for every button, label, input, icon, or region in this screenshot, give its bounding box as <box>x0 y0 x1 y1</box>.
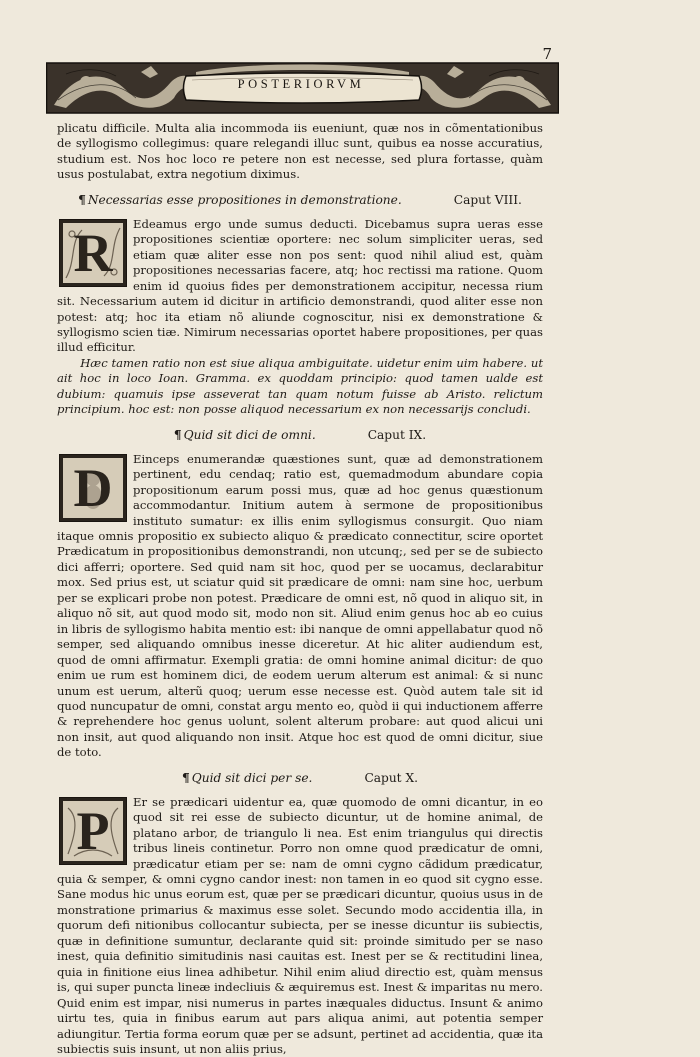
commentary-paragraph: Hæc tamen ratio non est siue aliqua ambiguitate. uidetur enim uim habere. ut ait hoc in loco Ioan. Gramma. ex quoddam principio: quod tamen ualde est dubium: quamuis ipse asseverat tan quam notum fuisse ab Aristo. relictum principium. hoc est: non posse aliquod necessarium ex non necessarijs concludi. <box>57 355 543 417</box>
page-number: 7 <box>542 45 552 63</box>
chapter-heading <box>57 427 543 444</box>
chapter-paragraph: Einceps enumerandæ quæstiones sunt, quæ ad demonstrationem pertinent, edu cendaq; ratio est, quemadmodum abundare copia propositionum earum possi mus, quæ ad hoc genus quæstionum accommodantur. Initium autem à sermone de propositionibus instituto sumatur: ex illis enim syllogismus consurgit. Quo niam itaque omnis propositio ex subiecto aliquo & prædicato connectitur, scire oportet Prædicatum in propositionibus demonstrandi, non utcunq;, sed per se de subiecto dici afferri; oportere. Sed quid nam sit hoc, quod per se uocamus, declarabitur mox. Sed prius est, ut sciatur quid sit prædicare de omni: nam sine hoc, uerbum per se explicari probe non potest. Prædicare de omni est, nõ quod in aliquo sit, in aliquo nõ sit, aut quod modo sit, modo non sit. Aliud enim genus hoc ab eo cuius in libris de syllogismo habita mentio est: ibi nanque de omni appellabatur quod nõ semper, sed aliquando omnibus inesse diceretur. At hic aliter audiendum est, quod de omni affirmatur. Exempli gratia: de omni homine animal dicitur: de quo enim ue rum est hominem dici, de eodem uerum alterum est animal: & si nunc unum est uerum, alterũ quoq; uerum esse necesse est. Quòd autem tale sit id quod nuncupatur de omni, constat argu mento eo, quòd ii qui inductionem afferre & reprehendere hoc genus uolunt, solent alterum probare: aut quod alicui uni non insit, aut quod aliquando non insit. Atque hoc est quod de omni dicitur, siue de toto. <box>57 451 543 760</box>
chapter-title: Quid sit dici de omni. <box>183 427 316 442</box>
pilcrow-icon: ¶ <box>78 192 86 207</box>
chapter-heading <box>57 192 543 209</box>
chapter-title: Necessarias esse propositiones in demonstratione. <box>87 192 402 207</box>
chapter-paragraph: Er se prædicari uidentur ea, quæ quomodo de omni dicantur, in eo quod sit rei esse de subiecto dicuntur, ut de homine animal, de platano arbor, de triangulo li nea. Est enim triangulus qui directis tribus lineis continetur. Porro non omne quod prædicatur de omni, prædicatur etiam per se: nam de omni cygno cãdidum prædicatur, quia & semper, & omni cygno candor inest: non tamen in eo quod sit cygno esse. Sane modus hic unus eorum est, quæ per se prædicari dicuntur, quoius usus in de monstratione primarius & maximus esse solet. Secundo modo accidentia illa, in quorum defi nitionibus collocantur subiecta, per se inesse dicuntur iis subiectis, quæ in definitione sumuntur, declarante quid sit: proinde simitudo per se naso inest, quia definitio simitudinis nasi cauitas est. Inest per se & rectitudini linea, quia in finitione eius linea adhibetur. Nihil enim aliud directio est, quàm mensus is, qui super puncta lineæ indecliuis & æquiremus est. Inest & imparitas nu mero. Quid enim est impar, nisi numerus in partes inæquales diductus. Insunt & animo uirtu tes, quia in finibus earum aut pars aliqua animi, aut potentia semper adiungitur. Tertia forma eorum quæ per se adsunt, pertinet ad accidentia, quæ ita subiectis suis insunt, ut non aliis prius, <box>57 794 543 1057</box>
intro-paragraph: plicatu difficile. Multa alia incommoda iis eueniunt, quæ nos in cõmentationibus de syllogismo collegimus: quare relegandi illuc sunt, quibus ea nosse accuratius, studium est. Nos hoc loco re petere non est necesse, sed plura fortasse, quàm usus postulabat, extra negotium diximus. <box>57 121 543 182</box>
decorated-initial <box>59 454 127 522</box>
decorated-initial <box>59 219 127 287</box>
chapter-title: Quid sit dici per se. <box>191 770 313 785</box>
running-head-title: POSTERIORVM <box>237 77 365 91</box>
initial-letter: P <box>76 800 110 861</box>
chapter-number: Caput VIII. <box>453 192 522 207</box>
chapter-number: Caput X. <box>364 770 419 785</box>
running-head-banner <box>46 60 559 115</box>
decorated-initial <box>59 797 127 865</box>
pilcrow-icon: ¶ <box>181 770 190 785</box>
text-block <box>57 121 543 1057</box>
chapter-number: Caput IX. <box>367 427 427 442</box>
pilcrow-icon: ¶ <box>173 427 182 442</box>
initial-letter: D <box>73 457 113 518</box>
chapter-paragraph: Edeamus ergo unde sumus deducti. Dicebamus supra ueras esse propositiones scientiæ oportere: nec solum simpliciter ueras, sed etiam quæ aliter esse non pos sent: quod nihil aliud est, quàm propositiones necessarias facere, atq; hoc rectissi ma ratione. Quom enim id quoius fides per demonstrationem accipitur, necessa rium sit. Necessarium autem id dicitur in artificio demonstrandi, quod aliter esse non potest: atq; hoc ita etiam nõ aliunde cognoscitur, nisi ex demonstratione & syllogismo scien tiæ. Nimirum necessarias oportet habere propositiones, per quas illud efficitur. <box>57 216 543 355</box>
initial-letter: R <box>73 222 113 283</box>
chapter-heading <box>57 770 543 787</box>
